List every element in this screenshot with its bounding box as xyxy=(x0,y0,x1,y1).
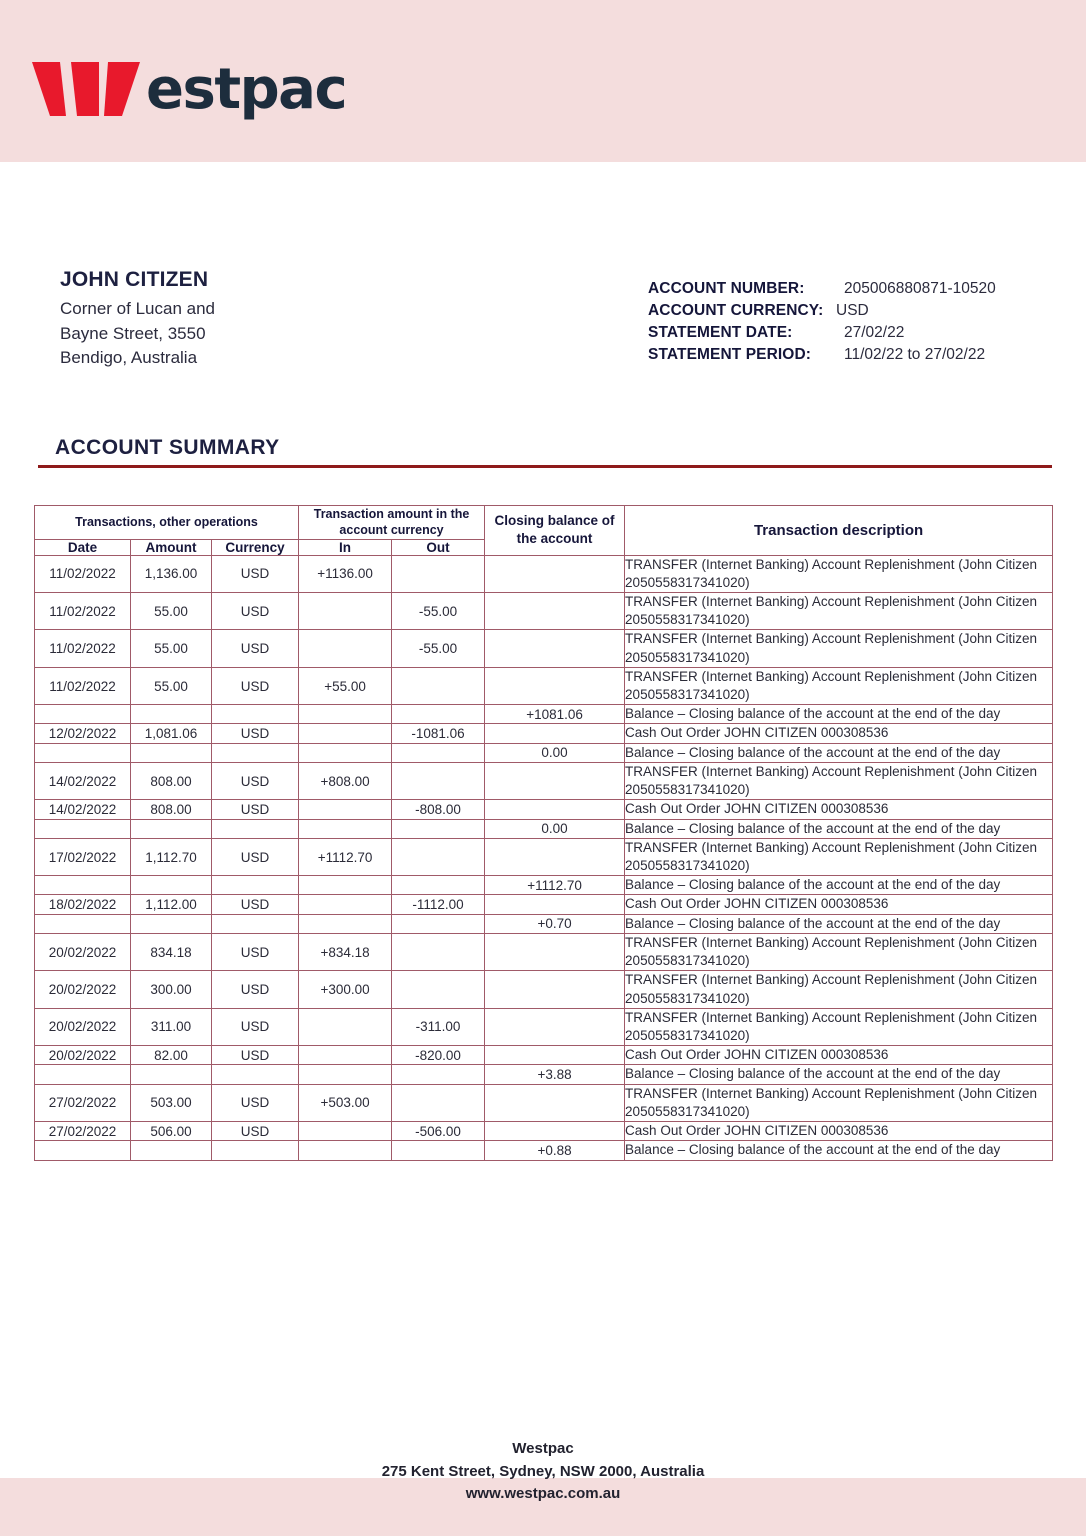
cell-description: TRANSFER (Internet Banking) Account Replenishment (John Citizen 2050558317341020) xyxy=(625,1008,1053,1045)
statement-period-value: 11/02/22 to 27/02/22 xyxy=(844,346,986,363)
header-in: In xyxy=(299,539,392,555)
cell-in xyxy=(299,1122,392,1141)
cell-out: -55.00 xyxy=(392,592,485,629)
table-row xyxy=(35,895,1053,914)
header-date: Date xyxy=(35,539,131,555)
cell-date xyxy=(35,1141,131,1160)
header-amount: Amount xyxy=(131,539,212,555)
cell-balance: 0.00 xyxy=(485,819,625,838)
cell-out xyxy=(392,1065,485,1084)
cell-description: Cash Out Order JOHN CITIZEN 000308536 xyxy=(625,1046,1053,1065)
cell-date xyxy=(35,819,131,838)
cell-date: 17/02/2022 xyxy=(35,838,131,875)
cell-amount: 311.00 xyxy=(131,1008,212,1045)
statement-period-label: STATEMENT PERIOD: xyxy=(648,346,812,363)
cell-in xyxy=(299,630,392,667)
header-currency: Currency xyxy=(212,539,299,555)
cell-out xyxy=(392,933,485,970)
cell-currency xyxy=(212,1065,299,1084)
table-row xyxy=(35,800,1053,819)
table-row xyxy=(35,933,1053,970)
cell-date: 11/02/2022 xyxy=(35,630,131,667)
cell-out xyxy=(392,762,485,799)
footer-address: 275 Kent Street, Sydney, NSW 2000, Australia xyxy=(381,1462,705,1480)
cell-in xyxy=(299,914,392,933)
cell-description: Cash Out Order JOHN CITIZEN 000308536 xyxy=(625,1122,1053,1141)
cell-in xyxy=(299,1141,392,1160)
table-row xyxy=(35,1008,1053,1045)
cell-amount: 808.00 xyxy=(131,762,212,799)
cell-description: TRANSFER (Internet Banking) Account Replenishment (John Citizen 2050558317341020) xyxy=(625,592,1053,629)
cell-date: 14/02/2022 xyxy=(35,800,131,819)
account-number-value: 205006880871-10520 xyxy=(844,280,996,297)
cell-out xyxy=(392,1141,485,1160)
cell-date: 11/02/2022 xyxy=(35,667,131,704)
cell-out xyxy=(392,876,485,895)
cell-balance xyxy=(485,1084,625,1121)
account-summary-title: ACCOUNT SUMMARY xyxy=(55,436,280,459)
table-row xyxy=(35,1141,1053,1160)
cell-amount: 1,136.00 xyxy=(131,555,212,592)
cell-in: +1136.00 xyxy=(299,555,392,592)
cell-balance xyxy=(485,1008,625,1045)
cell-balance xyxy=(485,838,625,875)
cell-in xyxy=(299,1065,392,1084)
cell-description: Cash Out Order JOHN CITIZEN 000308536 xyxy=(625,800,1053,819)
cell-amount xyxy=(131,819,212,838)
section-divider xyxy=(38,465,1052,468)
cell-amount: 300.00 xyxy=(131,971,212,1008)
cell-balance: +0.88 xyxy=(485,1141,625,1160)
cell-in xyxy=(299,1046,392,1065)
cell-date: 27/02/2022 xyxy=(35,1122,131,1141)
cell-date: 18/02/2022 xyxy=(35,895,131,914)
table-row xyxy=(35,1122,1053,1141)
cell-out xyxy=(392,971,485,1008)
cell-out: -1081.06 xyxy=(392,724,485,743)
table-row xyxy=(35,971,1053,1008)
table-row xyxy=(35,876,1053,895)
cell-in: +1112.70 xyxy=(299,838,392,875)
table-row xyxy=(35,914,1053,933)
cell-currency: USD xyxy=(212,1008,299,1045)
cell-date: 11/02/2022 xyxy=(35,592,131,629)
customer-address-line: Bendigo, Australia xyxy=(60,348,198,368)
cell-description: Balance – Closing balance of the account at the end of the day xyxy=(625,1141,1053,1160)
cell-currency: USD xyxy=(212,895,299,914)
cell-in: +808.00 xyxy=(299,762,392,799)
table-head xyxy=(35,506,1053,556)
cell-in xyxy=(299,819,392,838)
cell-balance: +3.88 xyxy=(485,1065,625,1084)
cell-description: Balance – Closing balance of the account at the end of the day xyxy=(625,876,1053,895)
cell-in xyxy=(299,876,392,895)
cell-in: +300.00 xyxy=(299,971,392,1008)
table-row xyxy=(35,762,1053,799)
cell-out xyxy=(392,743,485,762)
cell-amount xyxy=(131,1141,212,1160)
cell-currency: USD xyxy=(212,762,299,799)
cell-description: TRANSFER (Internet Banking) Account Replenishment (John Citizen 2050558317341020) xyxy=(625,1084,1053,1121)
transactions-table-container xyxy=(34,505,1052,1161)
cell-description: Balance – Closing balance of the account at the end of the day xyxy=(625,705,1053,724)
cell-out: -55.00 xyxy=(392,630,485,667)
cell-out: -1112.00 xyxy=(392,895,485,914)
cell-date xyxy=(35,914,131,933)
cell-date: 14/02/2022 xyxy=(35,762,131,799)
table-row xyxy=(35,592,1053,629)
cell-in xyxy=(299,592,392,629)
cell-out: -808.00 xyxy=(392,800,485,819)
westpac-w-logo-icon xyxy=(30,60,148,118)
account-number-label: ACCOUNT NUMBER: xyxy=(648,280,805,297)
customer-address-line: Bayne Street, 3550 xyxy=(60,323,206,343)
table-row xyxy=(35,667,1053,704)
cell-in: +503.00 xyxy=(299,1084,392,1121)
cell-balance xyxy=(485,630,625,667)
cell-description: TRANSFER (Internet Banking) Account Replenishment (John Citizen 2050558317341020) xyxy=(625,838,1053,875)
table-row xyxy=(35,819,1053,838)
cell-balance xyxy=(485,724,625,743)
customer-name: JOHN CITIZEN xyxy=(60,268,209,291)
cell-currency: USD xyxy=(212,1122,299,1141)
cell-amount: 55.00 xyxy=(131,630,212,667)
cell-balance: 0.00 xyxy=(485,743,625,762)
cell-currency xyxy=(212,876,299,895)
cell-description: Balance – Closing balance of the account at the end of the day xyxy=(625,819,1053,838)
cell-description: TRANSFER (Internet Banking) Account Replenishment (John Citizen 2050558317341020) xyxy=(625,762,1053,799)
cell-currency xyxy=(212,914,299,933)
cell-balance xyxy=(485,1122,625,1141)
cell-date xyxy=(35,743,131,762)
cell-description: TRANSFER (Internet Banking) Account Replenishment (John Citizen 2050558317341020) xyxy=(625,667,1053,704)
cell-currency: USD xyxy=(212,724,299,743)
table-row xyxy=(35,1065,1053,1084)
header-out: Out xyxy=(392,539,485,555)
cell-in xyxy=(299,724,392,743)
cell-in xyxy=(299,743,392,762)
table-row xyxy=(35,1046,1053,1065)
cell-out xyxy=(392,914,485,933)
table-row xyxy=(35,630,1053,667)
cell-description: Balance – Closing balance of the account at the end of the day xyxy=(625,743,1053,762)
customer-address-line: Corner of Lucan and xyxy=(60,299,215,318)
cell-out: -820.00 xyxy=(392,1046,485,1065)
cell-description: Balance – Closing balance of the account at the end of the day xyxy=(625,1065,1053,1084)
cell-out: -506.00 xyxy=(392,1122,485,1141)
cell-currency: USD xyxy=(212,555,299,592)
cell-currency xyxy=(212,743,299,762)
cell-currency: USD xyxy=(212,800,299,819)
table-header-group-row xyxy=(35,506,1053,540)
account-detail-row xyxy=(648,300,1068,322)
cell-currency xyxy=(212,1141,299,1160)
cell-amount xyxy=(131,1065,212,1084)
cell-description: TRANSFER (Internet Banking) Account Replenishment (John Citizen 2050558317341020) xyxy=(625,630,1053,667)
cell-amount xyxy=(131,876,212,895)
cell-amount xyxy=(131,914,212,933)
footer-content xyxy=(0,1438,1086,1506)
statement-date-value: 27/02/22 xyxy=(844,324,905,341)
cell-description: Cash Out Order JOHN CITIZEN 000308536 xyxy=(625,724,1053,743)
cell-date: 20/02/2022 xyxy=(35,1046,131,1065)
header-transaction-description: Transaction description xyxy=(625,506,1053,556)
table-body xyxy=(35,555,1053,1160)
cell-in xyxy=(299,895,392,914)
transactions-table xyxy=(34,505,1053,1161)
cell-currency: USD xyxy=(212,592,299,629)
table-row xyxy=(35,1084,1053,1121)
account-details-block xyxy=(648,278,1068,366)
cell-currency: USD xyxy=(212,667,299,704)
cell-in xyxy=(299,800,392,819)
cell-balance xyxy=(485,895,625,914)
cell-balance xyxy=(485,933,625,970)
cell-currency: USD xyxy=(212,1084,299,1121)
cell-balance xyxy=(485,667,625,704)
cell-balance: +0.70 xyxy=(485,914,625,933)
cell-balance xyxy=(485,1046,625,1065)
account-currency-value: USD xyxy=(836,302,869,319)
table-row xyxy=(35,724,1053,743)
table-row xyxy=(35,705,1053,724)
cell-description: TRANSFER (Internet Banking) Account Replenishment (John Citizen 2050558317341020) xyxy=(625,555,1053,592)
cell-balance xyxy=(485,971,625,1008)
footer-website[interactable]: www.westpac.com.au xyxy=(465,1485,621,1502)
cell-amount: 55.00 xyxy=(131,667,212,704)
cell-currency: USD xyxy=(212,838,299,875)
table-row xyxy=(35,838,1053,875)
cell-out xyxy=(392,819,485,838)
account-detail-row xyxy=(648,278,1068,300)
cell-description: Cash Out Order JOHN CITIZEN 000308536 xyxy=(625,895,1053,914)
cell-date: 20/02/2022 xyxy=(35,1008,131,1045)
cell-in: +834.18 xyxy=(299,933,392,970)
table-row xyxy=(35,743,1053,762)
cell-date: 20/02/2022 xyxy=(35,971,131,1008)
cell-amount: 1,112.70 xyxy=(131,838,212,875)
cell-currency: USD xyxy=(212,630,299,667)
footer-bank-name: Westpac xyxy=(512,1440,574,1457)
westpac-wordmark: estpac xyxy=(146,57,347,123)
cell-balance xyxy=(485,592,625,629)
cell-out: -311.00 xyxy=(392,1008,485,1045)
cell-amount: 503.00 xyxy=(131,1084,212,1121)
cell-out xyxy=(392,705,485,724)
cell-in xyxy=(299,1008,392,1045)
cell-currency: USD xyxy=(212,971,299,1008)
cell-amount: 506.00 xyxy=(131,1122,212,1141)
cell-date: 20/02/2022 xyxy=(35,933,131,970)
cell-date: 27/02/2022 xyxy=(35,1084,131,1121)
cell-amount: 55.00 xyxy=(131,592,212,629)
cell-date xyxy=(35,1065,131,1084)
table-row xyxy=(35,555,1053,592)
cell-amount: 808.00 xyxy=(131,800,212,819)
cell-amount xyxy=(131,743,212,762)
statement-date-label: STATEMENT DATE: xyxy=(648,324,793,341)
cell-out xyxy=(392,555,485,592)
cell-date xyxy=(35,876,131,895)
cell-amount: 82.00 xyxy=(131,1046,212,1065)
cell-out xyxy=(392,838,485,875)
cell-description: Balance – Closing balance of the account at the end of the day xyxy=(625,914,1053,933)
cell-currency xyxy=(212,819,299,838)
cell-in: +55.00 xyxy=(299,667,392,704)
cell-balance xyxy=(485,762,625,799)
cell-balance: +1081.06 xyxy=(485,705,625,724)
cell-description: TRANSFER (Internet Banking) Account Replenishment (John Citizen 2050558317341020) xyxy=(625,971,1053,1008)
cell-amount: 834.18 xyxy=(131,933,212,970)
cell-currency: USD xyxy=(212,933,299,970)
cell-out xyxy=(392,667,485,704)
cell-balance xyxy=(485,555,625,592)
cell-balance: +1112.70 xyxy=(485,876,625,895)
page-header-band xyxy=(0,0,1086,162)
cell-in xyxy=(299,705,392,724)
cell-date: 12/02/2022 xyxy=(35,724,131,743)
account-detail-row xyxy=(648,344,1068,366)
cell-amount: 1,081.06 xyxy=(131,724,212,743)
cell-date: 11/02/2022 xyxy=(35,555,131,592)
cell-out xyxy=(392,1084,485,1121)
cell-balance xyxy=(485,800,625,819)
header-transactions-group: Transactions, other operations xyxy=(35,506,299,540)
account-currency-label: ACCOUNT CURRENCY: xyxy=(648,302,824,319)
cell-amount: 1,112.00 xyxy=(131,895,212,914)
header-closing-balance: Closing balance of the account xyxy=(485,506,625,556)
header-amount-currency-group: Transaction amount in the account currency xyxy=(299,506,485,540)
account-detail-row xyxy=(648,322,1068,344)
customer-block xyxy=(60,268,480,371)
cell-amount xyxy=(131,705,212,724)
cell-currency xyxy=(212,705,299,724)
cell-description: TRANSFER (Internet Banking) Account Replenishment (John Citizen 2050558317341020) xyxy=(625,933,1053,970)
westpac-logo xyxy=(30,56,347,123)
cell-currency: USD xyxy=(212,1046,299,1065)
cell-date xyxy=(35,705,131,724)
